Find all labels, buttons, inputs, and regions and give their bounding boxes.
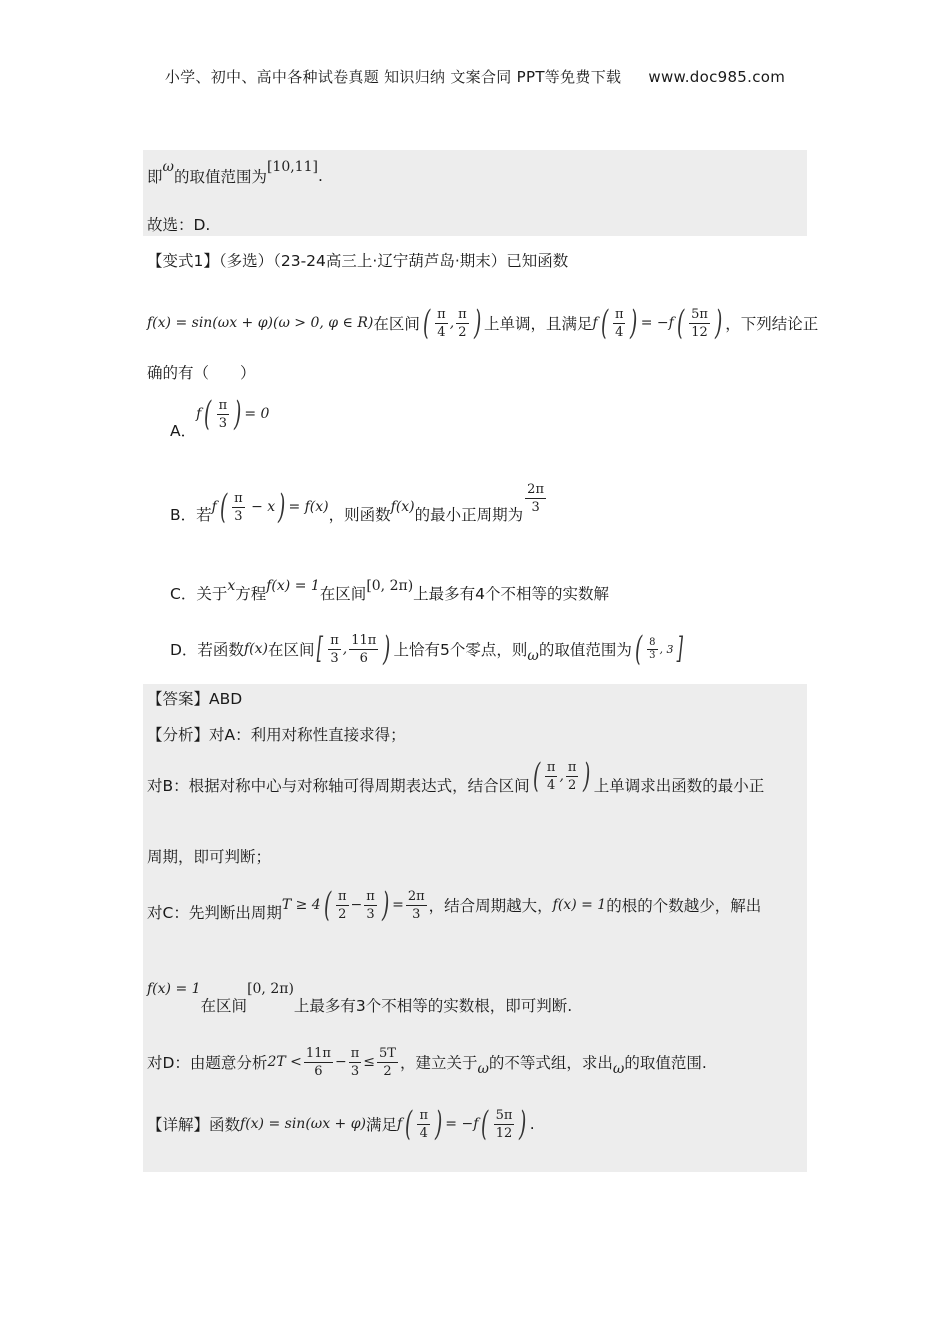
period-inequality: T ≥ 4 ( $\frac{\pi}{2}$ − $\frac{\pi}{3}$ ) = $\frac{2\pi}{3}$ <box>281 885 425 925</box>
page-header <box>0 66 950 87</box>
option-b-period: $\frac{2\pi}{3}$ <box>527 481 544 515</box>
header-text: 小学、初中、高中各种试卷真题 知识归纳 文案合同 PPT等免费下载 <box>164 68 622 86</box>
interval-pi4-pi2: ( $\frac{\pi}{4}$ , $\frac{\pi}{2}$ ) <box>422 303 481 343</box>
option-a-formula: f ( $\frac{\pi}{3}$ ) = 0 <box>196 394 270 434</box>
analysis-line-5: f(x) = 1 在区间 [0, 2π) 上最多有3个不相等的实数根，即可判断. <box>147 981 573 1015</box>
d-inequality: 2T < $\frac{11\pi}{6}$ − $\frac{\pi}{3}$ ≤ $\frac{5T}{2}$ <box>267 1045 396 1079</box>
prev-line-1: 即 ω 的取值范围为 [10,11] . <box>147 159 323 186</box>
header-url[interactable]: www.doc985.com <box>648 68 786 86</box>
option-b: B．若 f ( $\frac{\pi}{3}$ − x ) = f(x) ，则函数 f(x) 的最小正周期为 $\frac{2\pi}{3}$ <box>170 484 548 530</box>
option-b-formula: f ( $\frac{\pi}{3}$ − x ) = f(x) <box>211 487 329 527</box>
prev-line-2: 故选：D. <box>147 216 211 234</box>
analysis-line-3: 周期，即可判断； <box>147 848 272 866</box>
option-d-range: ( $\frac{8}{3}$ , 3 ] <box>634 629 683 669</box>
question-line-3: 确的有（ ） <box>147 364 256 382</box>
option-d-interval: [ $\frac{\pi}{3}$ , $\frac{11\pi}{6}$ ) <box>317 629 391 669</box>
detail-condition: f ( $\frac{\pi}{4}$ ) = −f ( $\frac{5\pi}{12}$ ) <box>397 1104 527 1144</box>
option-a: A． f ( $\frac{\pi}{3}$ ) = 0 <box>170 394 270 440</box>
function-definition: f(x) = sin(ωx + φ)(ω > 0, φ ∈ R) <box>147 315 374 331</box>
omega-symbol: ω <box>162 159 174 175</box>
analysis-line-1: 【分析】对A：利用对称性直接求得； <box>147 726 406 744</box>
range-value: [10,11] <box>266 159 318 175</box>
answer-line: 【答案】ABD <box>147 690 243 708</box>
analysis-line-4: 对C：先判断出周期 T ≥ 4 ( $\frac{\pi}{2}$ − $\frac{\pi}{3}$ ) = $\frac{2\pi}{3}$ ，结合周期越大， f(x) = 1 的根的个数越少，解出 <box>147 885 762 925</box>
option-c: C．关于 x 方程 f(x) = 1 在区间 [0, 2π) 上最多有4个不相等的实数解 <box>170 578 610 603</box>
detail-line: 【详解】函数 f(x) = sin(ωx + φ) 满足 f ( $\frac{\pi}{4}$ ) = −f ( $\frac{5\pi}{12}$ ) . <box>147 1104 535 1144</box>
question-line-2: f(x) = sin(ωx + φ)(ω > 0, φ ∈ R) 在区间 ( $\frac{\pi}{4}$ , $\frac{\pi}{2}$ ) 上单调，且满足 f ( $\frac{\pi}{4}$ ) = −f ( $\frac{5\pi}{12}$ ) ，下列结论正 <box>147 303 819 343</box>
analysis-line-2: 对B：根据对称中心与对称轴可得周期表达式，结合区间 ( $\frac{\pi}{4}$ , $\frac{\pi}{2}$ ) 上单调求出函数的最小正 <box>147 756 765 796</box>
condition-equation: f ( $\frac{\pi}{4}$ ) = −f ( $\frac{5\pi}{12}$ ) <box>592 303 723 343</box>
question-title: 【变式1】（多选）（23-24高三上·辽宁葫芦岛·期末）已知函数 <box>147 252 569 270</box>
option-d: D．若函数 f(x) 在区间 [ $\frac{\pi}{3}$ , $\frac{11\pi}{6}$ ) 上恰有5个零点，则 ω 的取值范围为 ( $\frac{8}{3}$ , 3 ] <box>170 626 685 672</box>
analysis-line-6: 对D：由题意分析 2T < $\frac{11\pi}{6}$ − $\frac{\pi}{3}$ ≤ $\frac{5T}{2}$ ，建立关于 ω 的不等式组，求出 ω 的取值范围. <box>147 1045 707 1079</box>
analysis-interval: ( $\frac{\pi}{4}$ , $\frac{\pi}{2}$ ) <box>532 756 591 796</box>
